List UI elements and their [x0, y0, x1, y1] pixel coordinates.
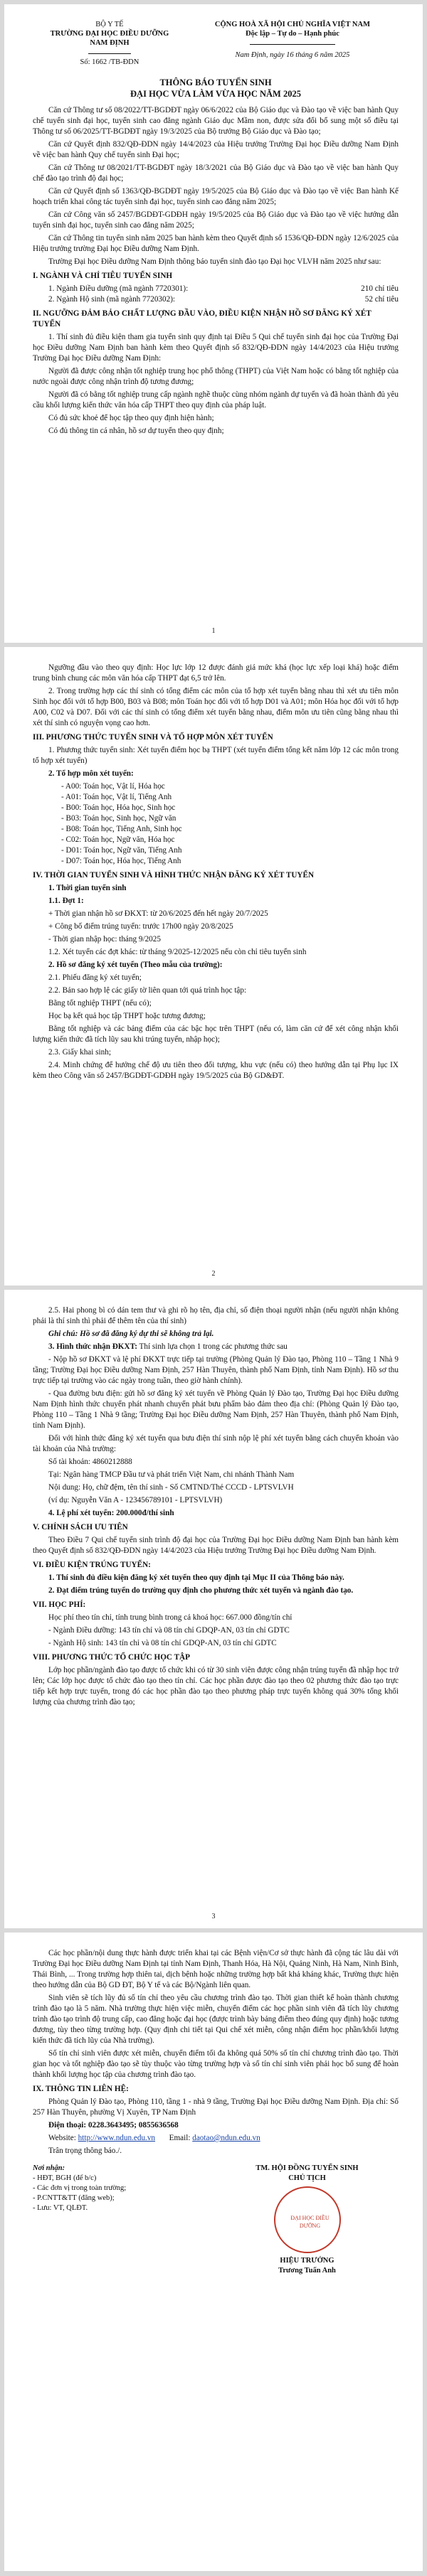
- subject-combos-heading: 2. Tổ hợp môn xét tuyển:: [48, 769, 134, 778]
- combo-item: - D01: Toán học, Ngữ văn, Tiếng Anh: [61, 846, 182, 855]
- page-2: [4, 647, 423, 1286]
- school-name: TRƯỜNG ĐẠI HỌC ĐIỀU DƯỠNG: [50, 30, 169, 38]
- signature-block: [33, 2164, 399, 2276]
- title-line-2: ĐẠI HỌC VỪA LÀM VỪA HỌC NĂM 2025: [130, 88, 301, 99]
- application-fee: 4. Lệ phí xét tuyển: 200.000đ/thí sinh: [48, 1509, 174, 1517]
- tuition-rate: Học phí theo tín chỉ, tính trung bình trong cả khoá học: 667.000 đồng/tín chỉ: [48, 1613, 292, 1622]
- combo-item: - D07: Toán học, Hóa học, Tiếng Anh: [61, 857, 181, 865]
- other-rounds: 1.2. Xét tuyển các đợt khác: từ tháng 9/2025-12/2025 nếu còn chỉ tiêu tuyển sinh: [48, 948, 307, 956]
- practice-sites: Các học phần/nội dung thực hành được triển khai tại các Bệnh viện/Cơ sở thực hành đã cộng tác lâu dài với Trường Đại học Điều dưỡng Nam Định tại tỉnh Nam Định, Thanh Hóa, Hà Nội, Quảng Ninh, Hà Nam, Ninh Bình, Thái Bình, ... Trong trường hợp thiên tai, dịch bệnh hoặc những trường hợp bất khả kháng khác, Trường thực hiện theo hướng dẫn của Bộ GD ĐT, Bộ Y tế và các Bộ/Ngành liên quan.: [33, 1949, 399, 1989]
- doc-item: 2.1. Phiếu đăng ký xét tuyển;: [48, 973, 142, 982]
- doc-item: 2.5. Hai phong bì có dán tem thư và ghi rõ họ tên, địa chỉ, số điện thoại người nhận (nếu người nhận không phải là thí sinh thì phải để thêm tên của thí sinh): [33, 1306, 399, 1325]
- quota-nursing: 210 chỉ tiêu: [361, 284, 399, 294]
- round-1-heading: 1.1. Đợt 1:: [48, 897, 84, 905]
- timeline-heading: 1. Thời gian tuyển sinh: [48, 884, 127, 892]
- doc-item: 2.3. Giấy khai sinh;: [48, 1048, 111, 1057]
- bank-account-number: Số tài khoản: 4860212888: [48, 1458, 132, 1466]
- page-3: [4, 1290, 423, 1928]
- closing-line: Trân trọng thông báo./.: [48, 2147, 122, 2155]
- submission-method-intro: Thí sinh lựa chọn 1 trong các phương thức sau: [139, 1342, 288, 1351]
- section-2-para-1: 1. Thí sinh đủ điều kiện tham gia tuyển sinh quy định tại Điều 5 Qui chế tuyển sinh đại học của Trường Đại học Điều dưỡng Nam Định ban hành kèm theo Quyết định số 832/QĐ-ĐDN ngày 14/4/2023 của Hiệu trưởng Trường Đại học Điều dưỡng Nam Định:: [33, 333, 399, 363]
- recipients: [33, 2164, 197, 2276]
- basis-2: Căn cứ Quyết định 832/QĐ-ĐDN ngày 14/4/2023 của Hiệu trưởng Trường Đại học Điều dưỡng Nam Định về việc ban hành Quy chế tuyển sinh Đại học;: [33, 140, 399, 160]
- combo-item: - B03: Toán học, Sinh học, Ngữ văn: [61, 814, 176, 823]
- combo-item: - B08: Toán học, Tiếng Anh, Sinh học: [61, 825, 182, 833]
- doc-subitem: Học bạ kết quả học tập THPT hoặc tương đương;: [48, 1012, 206, 1020]
- credit-transfer: Sinh viên sẽ tích lũy đủ số tín chỉ theo yêu cầu chương trình đào tạo. Thời gian thiết kế hoàn thành chương trình đào tạo là 5 năm. Nhà trường thực hiện việc miễn, chuyển điểm các học phần sinh viên đã tích lũy chương trình đào tạo trình độ trung cấp, cao đẳng hoặc đại học (được trình bày bảng điểm theo đúng quy định) hoặc tương đương, tùy theo từng trường hợp. (Quy định chi tiết tại Qui chế xét miễn, công nhận điểm học phần/khối lượng kiến thức đã tích lũy của Nhà trường).: [33, 1994, 399, 2045]
- document-date: Nam Định, ngày 16 tháng 6 năm 2025: [235, 51, 350, 60]
- contact-phone: Điện thoại: 0228.3643495; 0855636568: [48, 2121, 179, 2129]
- website-label: Website:: [48, 2134, 76, 2142]
- combo-item: - A00: Toán học, Vật lí, Hóa học: [61, 782, 165, 791]
- document-number: Số: 1662 /TB-ĐDN: [80, 58, 139, 66]
- section-8-heading: VIII. PHƯƠNG THỨC TỔ CHỨC HỌC TẬP: [33, 1653, 190, 1662]
- doc-subitem: Bằng tốt nghiệp THPT (nếu có);: [48, 999, 152, 1008]
- section-6-heading: VI. ĐIỀU KIỆN TRÚNG TUYỂN:: [33, 1561, 151, 1569]
- combo-item: - B00: Toán học, Hóa học, Sinh học: [61, 803, 176, 812]
- combo-item: - C02: Toán học, Ngữ văn, Hóa học: [61, 835, 175, 844]
- section-4-heading: IV. THỜI GIAN TUYỂN SINH VÀ HÌNH THỨC NHẬN ĐĂNG KÝ XÉT TUYỂN: [33, 871, 315, 880]
- signer: [216, 2164, 399, 2276]
- tuition-nursing: - Ngành Điều dưỡng: 143 tín chỉ và 08 tín chỉ GDQP-AN, 03 tín chỉ GDTC: [48, 1626, 290, 1635]
- document-header: [33, 20, 399, 67]
- recipient-item: - Các đơn vị trong toàn trường;: [33, 2184, 127, 2193]
- section-1-heading: I. NGÀNH VÀ CHỈ TIÊU TUYỂN SINH: [33, 272, 173, 281]
- ministry: BỘ Y TẾ: [95, 21, 124, 28]
- official-stamp-icon: ĐẠI HỌC ĐIỀU DƯỠNG: [274, 2186, 341, 2253]
- bank-transfer-note: Đối với hình thức đăng ký xét tuyển qua bưu điện thí sinh nộp lệ phí xét tuyển bằng cách chuyển khoản vào tài khoản của Nhà trường:: [33, 1434, 399, 1453]
- section-2-para-3: Người đã có bằng tốt nghiệp trung cấp ngành nghề thuộc cùng nhóm ngành dự tuyển và đã hoàn thành đủ yêu cầu khối lượng kiến thức văn hóa cấp THPT theo quy định của pháp luật.: [33, 390, 399, 410]
- contact-web-email: [33, 2133, 399, 2144]
- title-line-1: THÔNG BÁO TUYỂN SINH: [159, 77, 272, 87]
- signer-role: CHỦ TỊCH: [288, 2174, 326, 2183]
- basis-3: Căn cứ Thông tư 08/2021/TT-BGDĐT ngày 18/3/2021 của Bộ Giáo dục và Đào tạo về việc ban hành Quy chế đào tạo trình độ đại học;: [33, 164, 399, 183]
- round-1-results-date: + Công bố điểm trúng tuyển: trước 17h00 ngày 20/8/2025: [48, 922, 233, 931]
- header-left: [33, 20, 186, 67]
- page-1: [4, 4, 423, 643]
- major-nursing: 1. Ngành Điều dưỡng (mã ngành 7720301):: [48, 284, 189, 294]
- basis-5: Căn cứ Công văn số 2457/BGDĐT-GDĐH ngày 19/5/2025 của Bộ Giáo dục và Đào tạo về việc hướng dẫn tuyển sinh đại học, tuyển sinh cao đẳng năm 2025;: [33, 210, 399, 230]
- doc-item: 2.2. Bản sao hợp lệ các giấy tờ liên quan tới quá trình học tập:: [48, 986, 247, 995]
- page-number: 1: [211, 626, 216, 635]
- admission-condition-2: 2. Đạt điểm trúng tuyển do trường quy định cho phương thức xét tuyển và ngành đào tạo.: [48, 1586, 354, 1595]
- contact-office: Phòng Quản lý Đào tạo, Phòng 110, tầng 1 - nhà 9 tầng, Trường Đại học Điều dưỡng Nam Định. Địa chỉ: Số 257 Hàn Thuyên, phường Vị Xuyên, TP Nam Định: [33, 2097, 399, 2117]
- submission-in-person: - Nộp hồ sơ ĐKXT và lệ phí ĐKXT trực tiếp tại trường (Phòng Quản lý Đào tạo, Phòng 110 – Tầng 1 Nhà 9 tầng; Trường Đại học Điều dưỡng Nam Định, 257 Hàn Thuyên, thành phố Nam Định, tỉnh Nam Định). Hồ sơ thu trực tiếp tại trường vào các ngày trong tuần, theo giờ hành chính).: [33, 1355, 399, 1385]
- signer-title: HIỆU TRƯỞNG: [280, 2257, 334, 2265]
- page-4: [4, 1933, 423, 2571]
- round-1-enrollment: - Thời gian nhập học: tháng 9/2025: [48, 935, 161, 944]
- section-3-heading: III. PHƯƠNG THỨC TUYỂN SINH VÀ TỔ HỢP MÔN XÉT TUYỂN: [33, 733, 273, 742]
- round-1-application-period: + Thời gian nhận hồ sơ ĐKXT: từ 20/6/2025 đến hết ngày 20/7/2025: [48, 909, 268, 918]
- transfer-content: Nội dung: Họ, chữ đệm, tên thí sinh - Số CMTND/Thẻ CCCD - LPTSVLVH: [48, 1483, 294, 1492]
- recipient-item: - P.CNTT&TT (đăng web);: [33, 2194, 115, 2203]
- section-2-para-2: Người đã được công nhận tốt nghiệp trung học phổ thông (THPT) của Việt Nam hoặc có bằng tốt nghiệp của nước ngoài được công nhận trình độ tương đương;: [33, 367, 399, 387]
- tuition-midwifery: - Ngành Hộ sinh: 143 tín chỉ và 08 tín chỉ GDQP-AN, 03 tín chỉ GDTC: [48, 1639, 277, 1647]
- website-link[interactable]: http://www.ndun.edu.vn: [78, 2134, 156, 2142]
- intro-paragraph: Trường Đại học Điều dưỡng Nam Định thông báo tuyển sinh đào tạo Đại học VLVH năm 2025 như sau:: [48, 257, 381, 267]
- section-9-heading: IX. THÔNG TIN LIÊN HỆ:: [33, 2085, 129, 2093]
- entry-threshold: Ngưỡng đầu vào theo quy định: Học lực lớp 12 được đánh giá mức khá (học lực xếp loại khá) hoặc điểm trung bình chung các môn văn hóa cấp THPT đạt 6,5 trở lên.: [33, 663, 399, 683]
- nation-name: CỘNG HOÀ XÃ HỘI CHỦ NGHĨA VIỆT NAM: [214, 21, 370, 28]
- section-7-heading: VII. HỌC PHÍ:: [33, 1600, 86, 1609]
- header-underline: [88, 53, 131, 54]
- admission-condition-1: 1. Thí sinh đủ điều kiện đăng ký xét tuyển theo quy định tại Mục II của Thông báo này.: [48, 1573, 344, 1582]
- header-right: [186, 20, 399, 67]
- motto-underline: [250, 44, 335, 45]
- recipient-item: - Lưu: VT, QLĐT.: [33, 2204, 88, 2213]
- recipient-item: - HĐT, BGH (để b/c): [33, 2174, 97, 2183]
- email-label: Email:: [169, 2134, 191, 2142]
- quota-midwifery: 52 chỉ tiêu: [364, 295, 399, 304]
- major-row-midwifery: [33, 294, 399, 305]
- section-5-heading: V. CHÍNH SÁCH ƯU TIÊN: [33, 1523, 128, 1532]
- application-docs-heading: 2. Hồ sơ đăng ký xét tuyển (Theo mẫu của trường):: [48, 961, 223, 969]
- section-2-para-5: Có đủ thông tin cá nhân, hồ sơ dự tuyển theo quy định;: [48, 427, 224, 436]
- admission-method: 1. Phương thức tuyển sinh: Xét tuyển điểm học bạ THPT (xét tuyển điểm tổng kết năm lớp 12 các môn trong tổ hợp xét tuyển): [33, 746, 399, 765]
- basis-1: Căn cứ Thông tư số 08/2022/TT-BGDĐT ngày 06/6/2022 của Bộ Giáo dục và Đào tạo về việc ban hành Quy chế tuyển sinh đại học, tuyển sinh cao đẳng ngành Giáo dục Mầm non, được sửa đổi bổ sung một số điều tại Thông tư số 06/2025/TT-BGDĐT ngày 19/3/2025 của Bộ trưởng Bộ Giáo dục và Đào tạo;: [33, 106, 399, 137]
- credit-limit: Số tín chỉ sinh viên được xét miễn, chuyển điểm tối đa không quá 50% số tín chỉ chương trình đào tạo. Thời gian học và tốt nghiệp đào tạo sẽ tùy thuộc vào từng trường hợp và số tín chỉ sinh viên phải học bổ sung để hoàn thành khối lượng học tập của chương trình đào tạo.: [33, 2049, 399, 2079]
- signer-name: Trương Tuấn Anh: [278, 2267, 336, 2275]
- email-link[interactable]: daotao@ndun.edu.vn: [192, 2134, 260, 2142]
- tie-break-rule: 2. Trong trường hợp các thí sinh có tổng điểm các môn của tổ hợp xét tuyển bằng nhau thì xét ưu tiên môn Sinh học đối với tổ hợp B00, B03 và B08; môn Toán học đối với tổ hợp D01 và A01; môn Hóa học đối với tổ hợp A00, C02 và D07. Đối với các thí sinh có tổng điểm xét tuyển bằng nhau, điểm môn ưu tiên cũng bằng nhau thì xét thí sinh có nguyện vọng cao hơn.: [33, 687, 399, 727]
- submission-method-heading: 3. Hình thức nhận ĐKXT:: [48, 1342, 137, 1351]
- transfer-example: (ví dụ: Nguyễn Văn A - 123456789101 - LPTSVLVH): [48, 1496, 223, 1505]
- submission-by-post: - Qua đường bưu điện: gửi hồ sơ đăng ký xét tuyển về Phòng Quản lý Đào tạo, Trường Đại học Điều dưỡng Nam Định hình thức chuyển phát nhanh chuyển phát bưu phẩm bảo đảm theo địa chỉ: (Phòng Quản lý Đào tạo, Phòng 110 – Tầng 1 Nhà 9 tầng; Trường Đại học Điều dưỡng Nam Định, 257 Hàn Thuyên, thành phố Nam Định, tỉnh Nam Định).: [33, 1389, 399, 1430]
- doc-item: 2.4. Minh chứng để hưởng chế độ ưu tiên theo đối tượng, khu vực (nếu có) theo hướng dẫn tại Phụ lục IX kèm theo Công văn số 2457/BGDĐT-GDĐH ngày 19/5/2025 của Bộ GD&ĐT.: [33, 1061, 399, 1080]
- recipients-label: Nơi nhận:: [33, 2164, 65, 2172]
- basis-4: Căn cứ Quyết định số 1363/QĐ-BGDĐT ngày 19/5/2025 của Bộ Giáo dục và Đào tạo về việc Ban hành Kế hoạch triển khai công tác tuyển sinh đại học, tuyển sinh cao đẳng năm 2025;: [33, 187, 399, 207]
- document-title: [33, 77, 399, 100]
- motto: Độc lập – Tự do – Hạnh phúc: [246, 30, 339, 38]
- school-city: NAM ĐỊNH: [90, 39, 130, 48]
- study-organization: Lớp học phần/ngành đào tạo được tổ chức khi có từ 30 sinh viên được công nhận trúng tuyển đã nhập học trở lên; Các lớp học được tổ chức đào tạo theo tín chỉ. Các học phần được đào tạo theo 02 phương thức đào tạo trực tiếp kết hợp trực tuyến, trong đó các học phần đào tạo theo phương pháp trực tuyến không quá 30% tổng khối lượng của chương trình đào tạo;: [33, 1666, 399, 1706]
- doc-subitem: Bằng tốt nghiệp và các bảng điểm của các bậc học trên THPT (nếu có, làm căn cứ để xét công nhận khối lượng kiến thức đã tích lũy sau khi trúng tuyển, nhập học);: [33, 1025, 399, 1044]
- note: Ghi chú: Hồ sơ đã đăng ký dự thi sẽ không trả lại.: [48, 1330, 214, 1338]
- section-2-heading: II. NGƯỠNG ĐẢM BẢO CHẤT LƯỢNG ĐẦU VÀO, ĐIỀU KIỆN NHẬN HỒ SƠ ĐĂNG KÝ XÉT TUYỂN: [33, 309, 371, 329]
- basis-6: Căn cứ Thông tin tuyển sinh năm 2025 ban hành kèm theo Quyết định số 1536/QĐ-ĐDN ngày 12/6/2025 của Hiệu trưởng trường Đại học Điều dưỡng Nam Định.: [33, 234, 399, 254]
- major-midwifery: 2. Ngành Hộ sinh (mã ngành 7720302):: [48, 295, 176, 304]
- page-number: 3: [211, 1912, 216, 1920]
- section-2-para-4: Có đủ sức khoẻ để học tập theo quy định hiện hành;: [48, 414, 214, 423]
- signer-org: TM. HỘI ĐỒNG TUYỂN SINH: [255, 2164, 359, 2172]
- bank-name: Tại: Ngân hàng TMCP Đầu tư và phát triển Việt Nam, chi nhánh Thành Nam: [48, 1470, 295, 1479]
- combo-item: - A01: Toán học, Vật lí, Tiếng Anh: [61, 793, 172, 801]
- page-number: 2: [211, 1269, 216, 1278]
- major-row-nursing: [33, 284, 399, 294]
- priority-policy: Theo Điều 7 Qui chế tuyển sinh trình độ đại học của Trường Đại học Điều dưỡng Nam Định ban hành kèm theo Quyết định số 832/QĐ-ĐDN ngày 14/4/2023 của Hiệu trưởng Trường Đại học Điều dưỡng Nam Định.: [33, 1536, 399, 1555]
